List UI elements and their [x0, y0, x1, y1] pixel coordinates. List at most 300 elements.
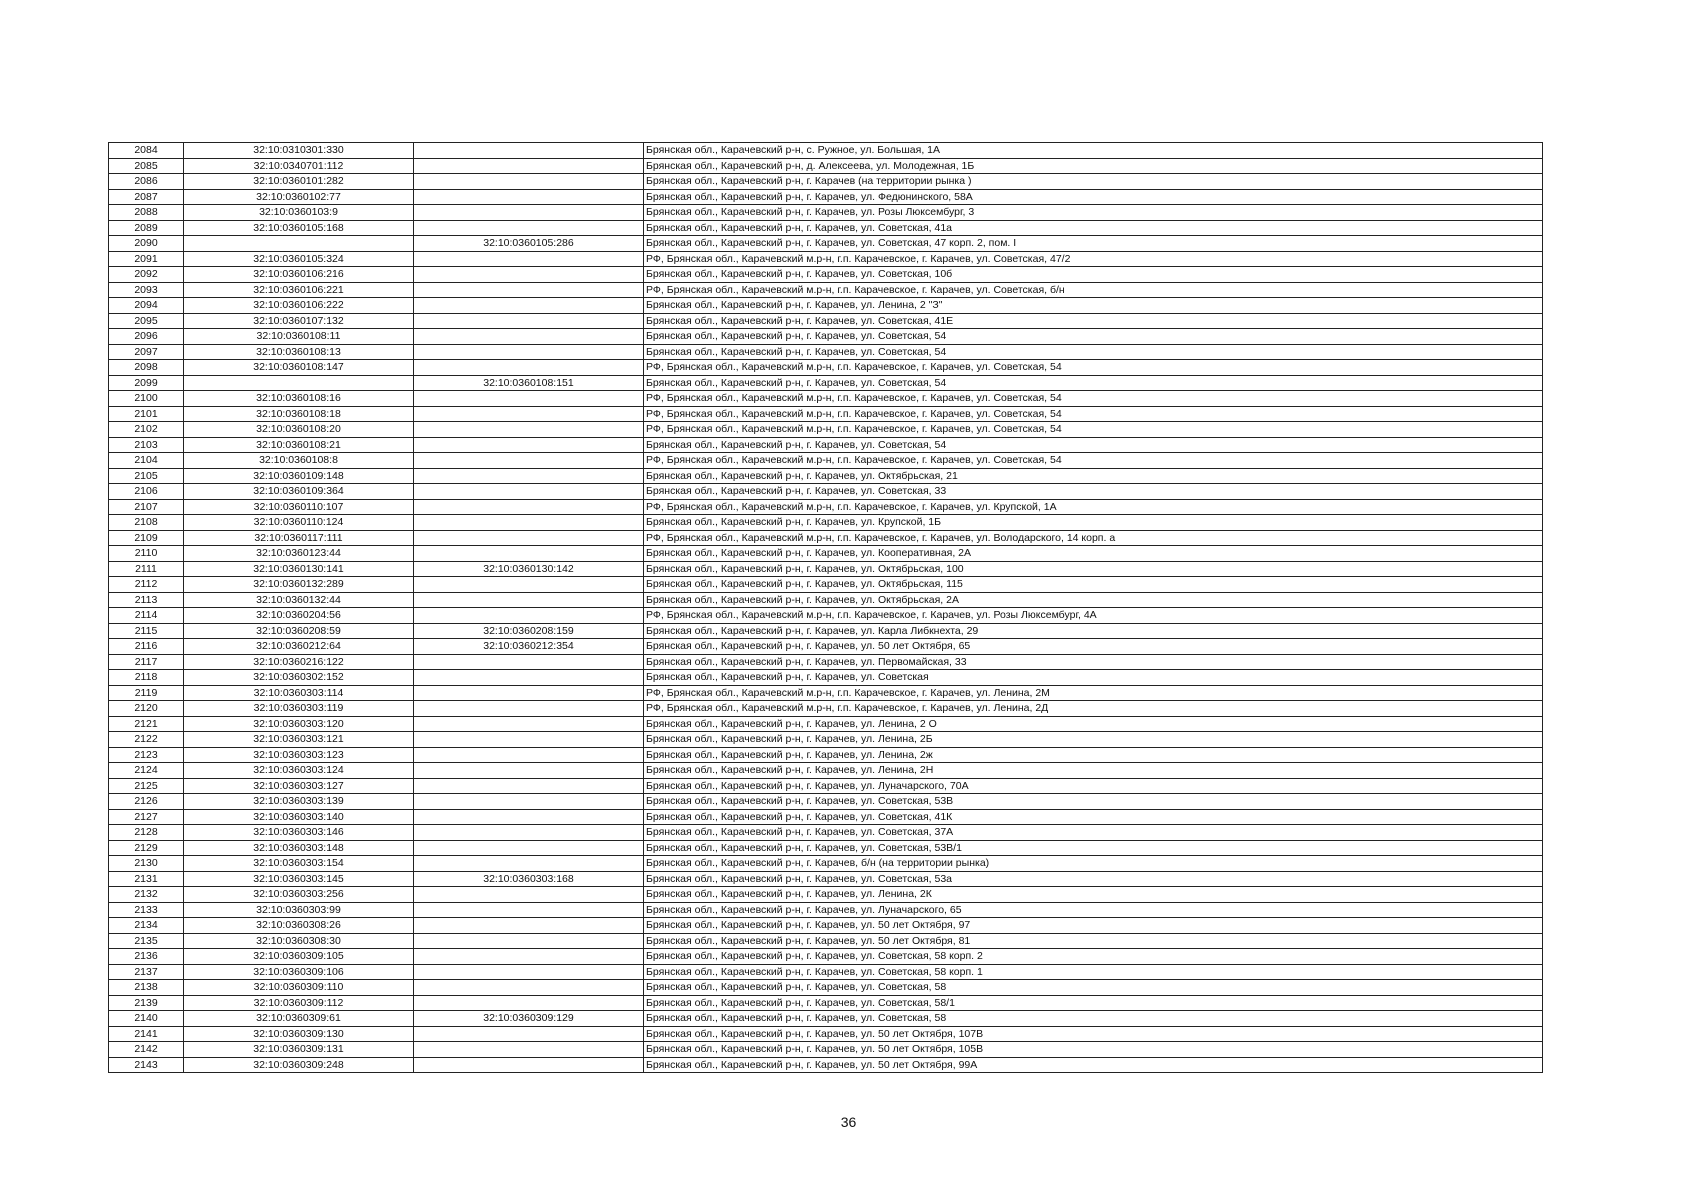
row-number-cell: 2092	[109, 267, 184, 283]
row-number-cell: 2087	[109, 189, 184, 205]
cadastral-number-cell: 32:10:0360303:139	[184, 794, 414, 810]
table-row	[109, 980, 1543, 996]
row-number-cell: 2122	[109, 732, 184, 748]
secondary-cadastral-number-cell	[414, 298, 644, 314]
row-number-cell: 2104	[109, 453, 184, 469]
row-number-cell: 2105	[109, 468, 184, 484]
secondary-cadastral-number-cell: 32:10:0360212:354	[414, 639, 644, 655]
address-cell: Брянская обл., Карачевский р-н, г. Карачев, ул. Советская, 53В/1	[644, 840, 1543, 856]
address-cell: РФ, Брянская обл., Карачевский м.р-н, г.п. Карачевское, г. Карачев, ул. Советская, 54	[644, 360, 1543, 376]
row-number-cell: 2142	[109, 1042, 184, 1058]
address-cell: Брянская обл., Карачевский р-н, г. Карачев, ул. Советская, 41а	[644, 220, 1543, 236]
row-number-cell: 2129	[109, 840, 184, 856]
table-row	[109, 747, 1543, 763]
row-number-cell: 2121	[109, 716, 184, 732]
row-number-cell: 2086	[109, 174, 184, 190]
row-number-cell: 2088	[109, 205, 184, 221]
secondary-cadastral-number-cell	[414, 685, 644, 701]
address-cell: Брянская обл., Карачевский р-н, г. Карачев, ул. 50 лет Октября, 107В	[644, 1026, 1543, 1042]
row-number-cell: 2101	[109, 406, 184, 422]
row-number-cell: 2109	[109, 530, 184, 546]
table-row	[109, 825, 1543, 841]
secondary-cadastral-number-cell: 32:10:0360105:286	[414, 236, 644, 252]
table-row	[109, 1057, 1543, 1073]
secondary-cadastral-number-cell	[414, 530, 644, 546]
row-number-cell: 2093	[109, 282, 184, 298]
cadastral-number-cell: 32:10:0360109:148	[184, 468, 414, 484]
table-row	[109, 282, 1543, 298]
cadastral-number-cell: 32:10:0360108:8	[184, 453, 414, 469]
table-row	[109, 1026, 1543, 1042]
secondary-cadastral-number-cell	[414, 701, 644, 717]
document-table-container	[108, 142, 1542, 1073]
secondary-cadastral-number-cell: 32:10:0360309:129	[414, 1011, 644, 1027]
row-number-cell: 2123	[109, 747, 184, 763]
secondary-cadastral-number-cell	[414, 933, 644, 949]
secondary-cadastral-number-cell	[414, 995, 644, 1011]
table-row	[109, 778, 1543, 794]
cadastral-number-cell	[184, 375, 414, 391]
address-cell: Брянская обл., Карачевский р-н, г. Карачев, ул. Советская, 41К	[644, 809, 1543, 825]
cadastral-number-cell: 32:10:0360110:107	[184, 499, 414, 515]
table-row	[109, 205, 1543, 221]
address-cell: Брянская обл., Карачевский р-н, с. Ружное, ул. Большая, 1А	[644, 143, 1543, 159]
row-number-cell: 2108	[109, 515, 184, 531]
table-row	[109, 298, 1543, 314]
table-row	[109, 406, 1543, 422]
cadastral-number-cell: 32:10:0360309:131	[184, 1042, 414, 1058]
row-number-cell: 2099	[109, 375, 184, 391]
address-cell: Брянская обл., Карачевский р-н, г. Карачев (на территории рынка )	[644, 174, 1543, 190]
secondary-cadastral-number-cell	[414, 453, 644, 469]
secondary-cadastral-number-cell	[414, 778, 644, 794]
secondary-cadastral-number-cell	[414, 1042, 644, 1058]
row-number-cell: 2128	[109, 825, 184, 841]
secondary-cadastral-number-cell	[414, 468, 644, 484]
row-number-cell: 2140	[109, 1011, 184, 1027]
secondary-cadastral-number-cell	[414, 577, 644, 593]
address-cell: Брянская обл., Карачевский р-н, г. Карачев, ул. 50 лет Октября, 65	[644, 639, 1543, 655]
table-row	[109, 220, 1543, 236]
row-number-cell: 2117	[109, 654, 184, 670]
address-cell: Брянская обл., Карачевский р-н, г. Карачев, ул. Советская, 47 корп. 2, пом. I	[644, 236, 1543, 252]
address-cell: Брянская обл., Карачевский р-н, г. Карачев, ул. Советская, 54	[644, 329, 1543, 345]
table-row	[109, 794, 1543, 810]
table-body	[109, 143, 1543, 1073]
address-cell: Брянская обл., Карачевский р-н, г. Карачев, ул. Советская, 58	[644, 1011, 1543, 1027]
address-cell: Брянская обл., Карачевский р-н, г. Карачев, ул. Советская, 37А	[644, 825, 1543, 841]
secondary-cadastral-number-cell	[414, 484, 644, 500]
cadastral-number-cell: 32:10:0360103:9	[184, 205, 414, 221]
cadastral-number-cell: 32:10:0360303:148	[184, 840, 414, 856]
table-row	[109, 158, 1543, 174]
cadastral-number-cell: 32:10:0360105:324	[184, 251, 414, 267]
cadastral-number-cell: 32:10:0360303:99	[184, 902, 414, 918]
cadastral-number-cell: 32:10:0360302:152	[184, 670, 414, 686]
table-row	[109, 577, 1543, 593]
row-number-cell: 2120	[109, 701, 184, 717]
cadastral-number-cell: 32:10:0360303:145	[184, 871, 414, 887]
secondary-cadastral-number-cell	[414, 158, 644, 174]
table-row	[109, 995, 1543, 1011]
row-number-cell: 2127	[109, 809, 184, 825]
row-number-cell: 2124	[109, 763, 184, 779]
table-row	[109, 391, 1543, 407]
cadastral-number-cell: 32:10:0360108:16	[184, 391, 414, 407]
secondary-cadastral-number-cell	[414, 422, 644, 438]
address-cell: Брянская обл., Карачевский р-н, г. Карачев, б/н (на территории рынка)	[644, 856, 1543, 872]
cadastral-number-cell: 32:10:0360102:77	[184, 189, 414, 205]
cadastral-number-cell: 32:10:0360108:11	[184, 329, 414, 345]
address-cell: Брянская обл., Карачевский р-н, г. Карачев, ул. Советская, 54	[644, 375, 1543, 391]
table-row	[109, 918, 1543, 934]
table-row	[109, 654, 1543, 670]
table-row	[109, 546, 1543, 562]
cadastral-number-cell: 32:10:0360107:132	[184, 313, 414, 329]
address-cell: Брянская обл., Карачевский р-н, г. Карачев, ул. Ленина, 2К	[644, 887, 1543, 903]
table-row	[109, 701, 1543, 717]
row-number-cell: 2094	[109, 298, 184, 314]
cadastral-number-cell: 32:10:0360106:221	[184, 282, 414, 298]
row-number-cell: 2135	[109, 933, 184, 949]
row-number-cell: 2096	[109, 329, 184, 345]
table-row	[109, 329, 1543, 345]
row-number-cell: 2131	[109, 871, 184, 887]
cadastral-number-cell: 32:10:0360303:127	[184, 778, 414, 794]
row-number-cell: 2114	[109, 608, 184, 624]
cadastral-number-cell: 32:10:0360303:119	[184, 701, 414, 717]
row-number-cell: 2107	[109, 499, 184, 515]
address-cell: Брянская обл., Карачевский р-н, г. Карачев, ул. Розы Люксембург, 3	[644, 205, 1543, 221]
address-cell: Брянская обл., Карачевский р-н, г. Карачев, ул. Ленина, 2ж	[644, 747, 1543, 763]
table-row	[109, 344, 1543, 360]
table-row	[109, 251, 1543, 267]
table-row	[109, 422, 1543, 438]
address-cell: Брянская обл., Карачевский р-н, г. Карачев, ул. Октябрьская, 21	[644, 468, 1543, 484]
table-row	[109, 964, 1543, 980]
row-number-cell: 2090	[109, 236, 184, 252]
secondary-cadastral-number-cell	[414, 267, 644, 283]
row-number-cell: 2095	[109, 313, 184, 329]
cadastral-number-cell: 32:10:0360303:114	[184, 685, 414, 701]
cadastral-number-cell: 32:10:0360123:44	[184, 546, 414, 562]
table-row	[109, 143, 1543, 159]
table-row	[109, 716, 1543, 732]
address-cell: РФ, Брянская обл., Карачевский м.р-н, г.п. Карачевское, г. Карачев, ул. Ленина, 2Д	[644, 701, 1543, 717]
table-row	[109, 499, 1543, 515]
cadastral-number-cell: 32:10:0360108:147	[184, 360, 414, 376]
secondary-cadastral-number-cell	[414, 840, 644, 856]
cadastral-number-cell: 32:10:0360309:248	[184, 1057, 414, 1073]
secondary-cadastral-number-cell	[414, 360, 644, 376]
cadastral-number-cell: 32:10:0360308:26	[184, 918, 414, 934]
row-number-cell: 2116	[109, 639, 184, 655]
secondary-cadastral-number-cell	[414, 964, 644, 980]
address-cell: Брянская обл., Карачевский р-н, г. Карачев, ул. Луначарского, 70А	[644, 778, 1543, 794]
table-row	[109, 236, 1543, 252]
address-cell: РФ, Брянская обл., Карачевский м.р-н, г.п. Карачевское, г. Карачев, ул. Советская, 54	[644, 453, 1543, 469]
address-cell: Брянская обл., Карачевский р-н, г. Карачев, ул. Первомайская, 33	[644, 654, 1543, 670]
secondary-cadastral-number-cell	[414, 499, 644, 515]
row-number-cell: 2100	[109, 391, 184, 407]
row-number-cell: 2136	[109, 949, 184, 965]
secondary-cadastral-number-cell	[414, 1057, 644, 1073]
address-cell: Брянская обл., Карачевский р-н, г. Карачев, ул. Октябрьская, 100	[644, 561, 1543, 577]
property-table	[108, 142, 1543, 1073]
table-row	[109, 530, 1543, 546]
address-cell: РФ, Брянская обл., Карачевский м.р-н, г.п. Карачевское, г. Карачев, ул. Советская, 47/2	[644, 251, 1543, 267]
address-cell: Брянская обл., Карачевский р-н, г. Карачев, ул. Ленина, 2Н	[644, 763, 1543, 779]
cadastral-number-cell: 32:10:0360309:61	[184, 1011, 414, 1027]
table-row	[109, 763, 1543, 779]
cadastral-number-cell: 32:10:0360132:289	[184, 577, 414, 593]
address-cell: Брянская обл., Карачевский р-н, г. Карачев, ул. Советская, 41Е	[644, 313, 1543, 329]
address-cell: Брянская обл., Карачевский р-н, д. Алексеева, ул. Молодежная, 1Б	[644, 158, 1543, 174]
row-number-cell: 2097	[109, 344, 184, 360]
table-row	[109, 484, 1543, 500]
address-cell: Брянская обл., Карачевский р-н, г. Карачев, ул. Советская, 54	[644, 437, 1543, 453]
cadastral-number-cell: 32:10:0360106:222	[184, 298, 414, 314]
cadastral-number-cell: 32:10:0310301:330	[184, 143, 414, 159]
cadastral-number-cell: 32:10:0360303:256	[184, 887, 414, 903]
row-number-cell: 2137	[109, 964, 184, 980]
cadastral-number-cell: 32:10:0360303:121	[184, 732, 414, 748]
cadastral-number-cell: 32:10:0360309:112	[184, 995, 414, 1011]
address-cell: Брянская обл., Карачевский р-н, г. Карачев, ул. Советская, 10б	[644, 267, 1543, 283]
cadastral-number-cell: 32:10:0360108:18	[184, 406, 414, 422]
address-cell: Брянская обл., Карачевский р-н, г. Карачев, ул. 50 лет Октября, 99А	[644, 1057, 1543, 1073]
row-number-cell: 2130	[109, 856, 184, 872]
table-row	[109, 592, 1543, 608]
table-row	[109, 670, 1543, 686]
cadastral-number-cell: 32:10:0360309:105	[184, 949, 414, 965]
cadastral-number-cell: 32:10:0360309:106	[184, 964, 414, 980]
table-row	[109, 887, 1543, 903]
row-number-cell: 2134	[109, 918, 184, 934]
secondary-cadastral-number-cell	[414, 902, 644, 918]
table-row	[109, 871, 1543, 887]
table-row	[109, 267, 1543, 283]
address-cell: РФ, Брянская обл., Карачевский м.р-н, г.п. Карачевское, г. Карачев, ул. Розы Люксембург, 4А	[644, 608, 1543, 624]
address-cell: РФ, Брянская обл., Карачевский м.р-н, г.п. Карачевское, г. Карачев, ул. Советская, 54	[644, 406, 1543, 422]
address-cell: РФ, Брянская обл., Карачевский м.р-н, г.п. Карачевское, г. Карачев, ул. Советская, 54	[644, 422, 1543, 438]
table-row	[109, 608, 1543, 624]
row-number-cell: 2106	[109, 484, 184, 500]
cadastral-number-cell: 32:10:0360101:282	[184, 174, 414, 190]
table-row	[109, 623, 1543, 639]
secondary-cadastral-number-cell	[414, 189, 644, 205]
row-number-cell: 2111	[109, 561, 184, 577]
secondary-cadastral-number-cell: 32:10:0360130:142	[414, 561, 644, 577]
secondary-cadastral-number-cell	[414, 313, 644, 329]
cadastral-number-cell: 32:10:0360303:124	[184, 763, 414, 779]
secondary-cadastral-number-cell	[414, 546, 644, 562]
address-cell: РФ, Брянская обл., Карачевский м.р-н, г.п. Карачевское, г. Карачев, ул. Советская, 54	[644, 391, 1543, 407]
address-cell: Брянская обл., Карачевский р-н, г. Карачев, ул. Советская, 33	[644, 484, 1543, 500]
secondary-cadastral-number-cell	[414, 406, 644, 422]
address-cell: Брянская обл., Карачевский р-н, г. Карачев, ул. Советская, 58 корп. 2	[644, 949, 1543, 965]
secondary-cadastral-number-cell	[414, 220, 644, 236]
row-number-cell: 2110	[109, 546, 184, 562]
table-row	[109, 1011, 1543, 1027]
address-cell: Брянская обл., Карачевский р-н, г. Карачев, ул. Советская	[644, 670, 1543, 686]
secondary-cadastral-number-cell	[414, 251, 644, 267]
cadastral-number-cell: 32:10:0360303:146	[184, 825, 414, 841]
row-number-cell: 2125	[109, 778, 184, 794]
table-row	[109, 375, 1543, 391]
secondary-cadastral-number-cell	[414, 515, 644, 531]
address-cell: Брянская обл., Карачевский р-н, г. Карачев, ул. Октябрьская, 2А	[644, 592, 1543, 608]
table-row	[109, 856, 1543, 872]
secondary-cadastral-number-cell	[414, 949, 644, 965]
table-row	[109, 174, 1543, 190]
table-row	[109, 732, 1543, 748]
secondary-cadastral-number-cell	[414, 980, 644, 996]
cadastral-number-cell: 32:10:0360309:110	[184, 980, 414, 996]
cadastral-number-cell: 32:10:0360303:120	[184, 716, 414, 732]
table-row	[109, 933, 1543, 949]
cadastral-number-cell: 32:10:0360212:64	[184, 639, 414, 655]
row-number-cell: 2126	[109, 794, 184, 810]
table-row	[109, 949, 1543, 965]
page-number: 36	[840, 1114, 857, 1130]
table-row	[109, 561, 1543, 577]
row-number-cell: 2098	[109, 360, 184, 376]
address-cell: РФ, Брянская обл., Карачевский м.р-н, г.п. Карачевское, г. Карачев, ул. Ленина, 2М	[644, 685, 1543, 701]
address-cell: Брянская обл., Карачевский р-н, г. Карачев, ул. Советская, 58	[644, 980, 1543, 996]
cadastral-number-cell: 32:10:0360130:141	[184, 561, 414, 577]
cadastral-number-cell: 32:10:0340701:112	[184, 158, 414, 174]
cadastral-number-cell	[184, 236, 414, 252]
table-row	[109, 189, 1543, 205]
cadastral-number-cell: 32:10:0360303:123	[184, 747, 414, 763]
table-row	[109, 809, 1543, 825]
row-number-cell: 2139	[109, 995, 184, 1011]
address-cell: РФ, Брянская обл., Карачевский м.р-н, г.п. Карачевское, г. Карачев, ул. Крупской, 1А	[644, 499, 1543, 515]
secondary-cadastral-number-cell	[414, 344, 644, 360]
secondary-cadastral-number-cell	[414, 794, 644, 810]
address-cell: РФ, Брянская обл., Карачевский м.р-н, г.п. Карачевское, г. Карачев, ул. Володарского, 14 корп. а	[644, 530, 1543, 546]
cadastral-number-cell: 32:10:0360208:59	[184, 623, 414, 639]
address-cell: Брянская обл., Карачевский р-н, г. Карачев, ул. Крупской, 1Б	[644, 515, 1543, 531]
secondary-cadastral-number-cell	[414, 282, 644, 298]
address-cell: Брянская обл., Карачевский р-н, г. Карачев, ул. 50 лет Октября, 97	[644, 918, 1543, 934]
address-cell: Брянская обл., Карачевский р-н, г. Карачев, ул. Луначарского, 65	[644, 902, 1543, 918]
row-number-cell: 2085	[109, 158, 184, 174]
row-number-cell: 2103	[109, 437, 184, 453]
address-cell: Брянская обл., Карачевский р-н, г. Карачев, ул. Карла Либкнехта, 29	[644, 623, 1543, 639]
secondary-cadastral-number-cell	[414, 174, 644, 190]
secondary-cadastral-number-cell	[414, 716, 644, 732]
cadastral-number-cell: 32:10:0360132:44	[184, 592, 414, 608]
secondary-cadastral-number-cell	[414, 205, 644, 221]
table-row	[109, 437, 1543, 453]
secondary-cadastral-number-cell: 32:10:0360108:151	[414, 375, 644, 391]
secondary-cadastral-number-cell	[414, 747, 644, 763]
row-number-cell: 2089	[109, 220, 184, 236]
row-number-cell: 2113	[109, 592, 184, 608]
cadastral-number-cell: 32:10:0360110:124	[184, 515, 414, 531]
address-cell: Брянская обл., Карачевский р-н, г. Карачев, ул. Советская, 58/1	[644, 995, 1543, 1011]
row-number-cell: 2118	[109, 670, 184, 686]
address-cell: Брянская обл., Карачевский р-н, г. Карачев, ул. Советская, 53В	[644, 794, 1543, 810]
cadastral-number-cell: 32:10:0360108:20	[184, 422, 414, 438]
address-cell: Брянская обл., Карачевский р-н, г. Карачев, ул. Федюнинского, 58А	[644, 189, 1543, 205]
secondary-cadastral-number-cell	[414, 391, 644, 407]
table-row	[109, 1042, 1543, 1058]
row-number-cell: 2084	[109, 143, 184, 159]
table-row	[109, 453, 1543, 469]
secondary-cadastral-number-cell	[414, 143, 644, 159]
cadastral-number-cell: 32:10:0360106:216	[184, 267, 414, 283]
row-number-cell: 2112	[109, 577, 184, 593]
address-cell: Брянская обл., Карачевский р-н, г. Карачев, ул. Кооперативная, 2А	[644, 546, 1543, 562]
address-cell: Брянская обл., Карачевский р-н, г. Карачев, ул. Октябрьская, 115	[644, 577, 1543, 593]
table-row	[109, 902, 1543, 918]
table-row	[109, 360, 1543, 376]
table-row	[109, 840, 1543, 856]
row-number-cell: 2132	[109, 887, 184, 903]
secondary-cadastral-number-cell: 32:10:0360208:159	[414, 623, 644, 639]
secondary-cadastral-number-cell	[414, 887, 644, 903]
row-number-cell: 2143	[109, 1057, 184, 1073]
cadastral-number-cell: 32:10:0360308:30	[184, 933, 414, 949]
row-number-cell: 2115	[109, 623, 184, 639]
secondary-cadastral-number-cell	[414, 763, 644, 779]
table-row	[109, 468, 1543, 484]
cadastral-number-cell: 32:10:0360108:13	[184, 344, 414, 360]
secondary-cadastral-number-cell	[414, 608, 644, 624]
cadastral-number-cell: 32:10:0360108:21	[184, 437, 414, 453]
secondary-cadastral-number-cell	[414, 732, 644, 748]
address-cell: РФ, Брянская обл., Карачевский м.р-н, г.п. Карачевское, г. Карачев, ул. Советская, б/н	[644, 282, 1543, 298]
secondary-cadastral-number-cell	[414, 670, 644, 686]
secondary-cadastral-number-cell	[414, 856, 644, 872]
table-row	[109, 515, 1543, 531]
address-cell: Брянская обл., Карачевский р-н, г. Карачев, ул. Советская, 53а	[644, 871, 1543, 887]
address-cell: Брянская обл., Карачевский р-н, г. Карачев, ул. Ленина, 2Б	[644, 732, 1543, 748]
address-cell: Брянская обл., Карачевский р-н, г. Карачев, ул. 50 лет Октября, 81	[644, 933, 1543, 949]
row-number-cell: 2102	[109, 422, 184, 438]
row-number-cell: 2141	[109, 1026, 184, 1042]
cadastral-number-cell: 32:10:0360117:111	[184, 530, 414, 546]
secondary-cadastral-number-cell	[414, 918, 644, 934]
secondary-cadastral-number-cell: 32:10:0360303:168	[414, 871, 644, 887]
table-row	[109, 639, 1543, 655]
address-cell: Брянская обл., Карачевский р-н, г. Карачев, ул. Советская, 58 корп. 1	[644, 964, 1543, 980]
cadastral-number-cell: 32:10:0360105:168	[184, 220, 414, 236]
table-row	[109, 685, 1543, 701]
cadastral-number-cell: 32:10:0360303:154	[184, 856, 414, 872]
row-number-cell: 2133	[109, 902, 184, 918]
address-cell: Брянская обл., Карачевский р-н, г. Карачев, ул. 50 лет Октября, 105В	[644, 1042, 1543, 1058]
row-number-cell: 2138	[109, 980, 184, 996]
secondary-cadastral-number-cell	[414, 437, 644, 453]
row-number-cell: 2091	[109, 251, 184, 267]
cadastral-number-cell: 32:10:0360204:56	[184, 608, 414, 624]
address-cell: Брянская обл., Карачевский р-н, г. Карачев, ул. Ленина, 2 О	[644, 716, 1543, 732]
secondary-cadastral-number-cell	[414, 1026, 644, 1042]
cadastral-number-cell: 32:10:0360109:364	[184, 484, 414, 500]
cadastral-number-cell: 32:10:0360303:140	[184, 809, 414, 825]
table-row	[109, 313, 1543, 329]
secondary-cadastral-number-cell	[414, 329, 644, 345]
secondary-cadastral-number-cell	[414, 654, 644, 670]
row-number-cell: 2119	[109, 685, 184, 701]
address-cell: Брянская обл., Карачевский р-н, г. Карачев, ул. Советская, 54	[644, 344, 1543, 360]
cadastral-number-cell: 32:10:0360309:130	[184, 1026, 414, 1042]
secondary-cadastral-number-cell	[414, 809, 644, 825]
